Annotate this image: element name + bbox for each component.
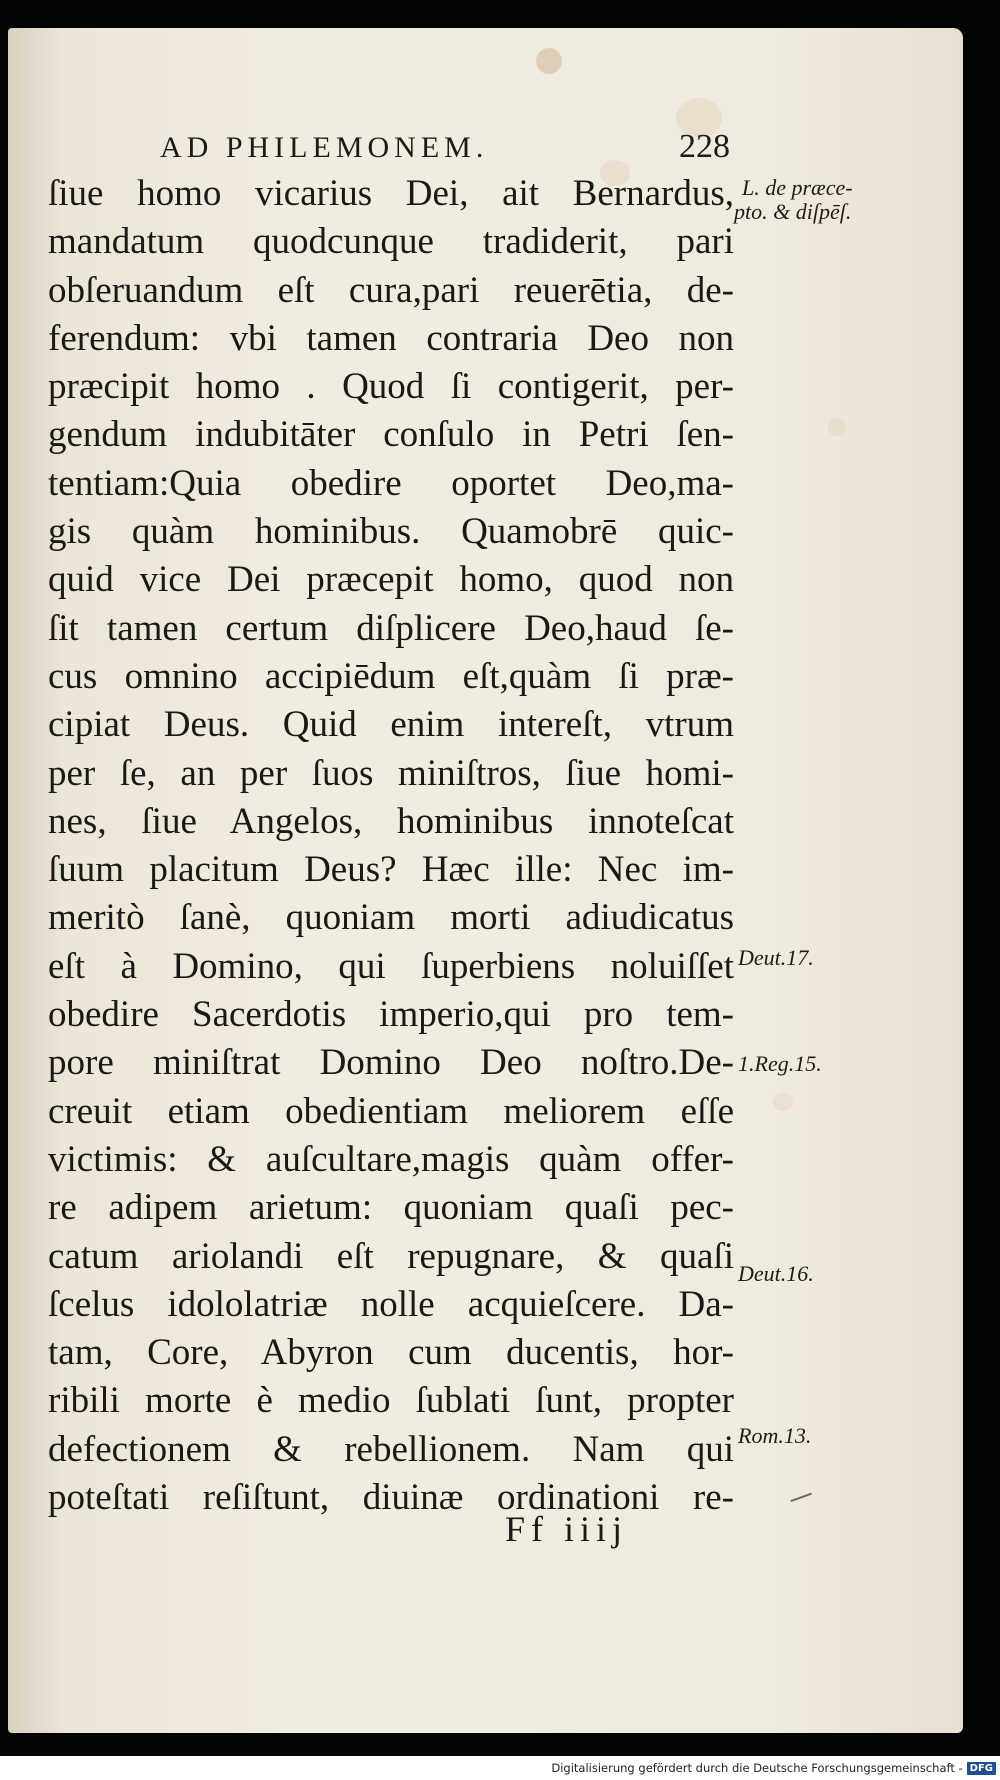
margin-note-line: L. de præce- — [742, 175, 853, 200]
text-line: per ſe, an per ſuos miniſtros, ſiue homi- — [48, 752, 734, 794]
text-line: gendum indubitāter conſulo in Petri ſen- — [48, 414, 734, 456]
page-number: 228 — [679, 128, 730, 165]
text-line: cus omnino accipiēdum eſt,quàm ſi præ- — [48, 655, 734, 697]
margin-note-reference — [734, 175, 853, 224]
text-line: nes, ſiue Angelos, hominibus innoteſcat — [48, 800, 734, 842]
margin-note-reference: Deut.16. — [738, 1261, 814, 1286]
margin-note-reference: Rom.13. — [738, 1423, 812, 1448]
text-line: cipiat Deus. Quid enim intereſt, vtrum — [48, 704, 734, 746]
text-line: quid vice Dei præcepit homo, quod non — [48, 559, 734, 601]
text-line: ſuum placitum Deus? Hæc ille: Nec im- — [48, 849, 734, 891]
text-line: catum ariolandi eſt repugnare, & quaſi — [48, 1235, 734, 1277]
text-line: victimis: & auſcultare,magis quàm offer- — [48, 1138, 734, 1180]
text-line: ſiue homo vicarius Dei, ait Bernardus, — [48, 173, 734, 214]
text-line: ſcelus idololatriæ nolle acquieſcere. Da- — [48, 1283, 734, 1325]
body-text — [48, 170, 734, 1522]
text-line: mandatum quodcunque tradiderit, pari — [48, 221, 734, 263]
text-line: creuit etiam obedientiam meliorem eſſe — [48, 1090, 734, 1132]
foxing-stain — [536, 48, 562, 74]
text-line: ſit tamen certum diſplicere Deo,haud ſe- — [48, 607, 734, 649]
text-line: pore miniſtrat Domino Deo noſtro.De- — [48, 1042, 734, 1084]
text-line: poteſtati reſiſtunt, diuinæ ordinationi re- — [48, 1477, 734, 1519]
margin-note-line: pto. & diſpēſ. — [734, 199, 852, 224]
foxing-stain — [828, 418, 846, 436]
text-line: tentiam:Quia obedire oportet Deo,ma- — [48, 462, 734, 504]
text-line: eſt à Domino, qui ſuperbiens noluiſſet — [48, 945, 734, 987]
footer-strip — [0, 1756, 1000, 1780]
dfg-logo-icon: DFG — [967, 1762, 996, 1775]
text-line: tam, Core, Abyron cum ducentis, hor- — [48, 1332, 734, 1374]
text-line: ribili morte è medio ſublati ſunt, propter — [48, 1380, 734, 1422]
text-line: ferendum: vbi tamen contraria Deo non — [48, 317, 734, 359]
text-line: præcipit homo . Quod ſi contigerit, per- — [48, 366, 734, 408]
text-line: obſeruandum eſt cura,pari reuerētia, de- — [48, 269, 734, 311]
signature-mark: Ff iiij — [505, 1509, 629, 1549]
margin-note-reference: Deut.17. — [738, 945, 814, 970]
text-line: obedire Sacerdotis imperio,qui pro tem- — [48, 994, 734, 1036]
foxing-stain — [773, 1093, 793, 1111]
text-line: meritò ſanè, quoniam morti adiudicatus — [48, 897, 734, 939]
text-line: gis quàm hominibus. Quamobrē quic- — [48, 511, 734, 553]
text-line: re adipem arietum: quoniam quaſi pec- — [48, 1187, 734, 1229]
footer-credit: Digitalisierung gefördert durch die Deutsche Forschungsgemeinschaft - — [551, 1761, 963, 1775]
margin-note-reference: 1.Reg.15. — [738, 1051, 822, 1076]
running-title: AD PHILEMONEM. — [160, 131, 489, 164]
running-head — [160, 128, 730, 168]
text-line: defectionem & rebellionem. Nam qui — [48, 1428, 734, 1470]
